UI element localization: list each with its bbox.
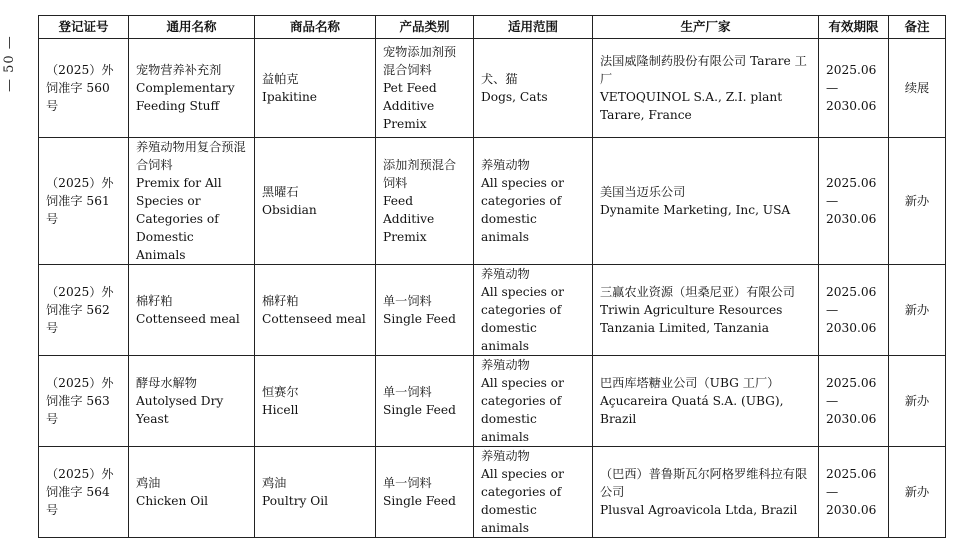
scope-en: All species or categories of domestic animals <box>481 285 564 353</box>
table-row <box>39 447 946 538</box>
manufacturer-en: Triwin Agriculture Resources Tanzania Limited, Tanzania <box>600 303 783 335</box>
manufacturer-zh: 三赢农业资源（坦桑尼亚）有限公司 <box>600 285 795 299</box>
scope-zh: 犬、猫 <box>481 72 518 86</box>
scope-en: Dogs, Cats <box>481 90 548 104</box>
category-zh: 添加剂预混合饲料 <box>383 158 457 190</box>
manufacturer-en: Dynamite Marketing, Inc, USA <box>600 203 791 217</box>
scope-en: All species or categories of domestic animals <box>481 376 564 444</box>
trade-name-en: Hicell <box>262 403 299 417</box>
manufacturer-en: Plusval Agroavicola Ltda, Brazil <box>600 503 798 517</box>
remark-cell: 续展 <box>889 39 946 138</box>
generic-name-cell <box>129 356 255 447</box>
manufacturer-cell <box>593 356 819 447</box>
category-zh: 宠物添加剂预混合饲料 <box>383 45 457 77</box>
remark-cell: 新办 <box>889 265 946 356</box>
validity-start: 2025.06— <box>826 467 877 499</box>
remark-cell: 新办 <box>889 356 946 447</box>
generic-name-en: Complementary Feeding Stuff <box>136 81 235 113</box>
trade-name-zh: 棉籽粕 <box>262 294 299 308</box>
reg-no-cell: （2025）外饲准字 561 号 <box>39 138 129 265</box>
table-row <box>39 39 946 138</box>
category-cell <box>376 447 474 538</box>
trade-name-en: Ipakitine <box>262 90 318 104</box>
scope-zh: 养殖动物 <box>481 158 530 172</box>
trade-name-cell <box>255 356 376 447</box>
validity-end: 2030.06 <box>826 321 877 335</box>
reg-no-cell: （2025）外饲准字 562 号 <box>39 265 129 356</box>
remark-cell: 新办 <box>889 138 946 265</box>
generic-name-en: Premix for All Species or Categories of Domestic Animals <box>136 176 222 262</box>
validity-end: 2030.06 <box>826 212 877 226</box>
header-reg-no: 登记证号 <box>39 16 129 39</box>
validity-end: 2030.06 <box>826 503 877 517</box>
table-header-row <box>39 16 946 39</box>
trade-name-en: Poultry Oil <box>262 494 329 508</box>
trade-name-cell <box>255 39 376 138</box>
generic-name-en: Chicken Oil <box>136 494 209 508</box>
scope-cell <box>474 265 593 356</box>
category-zh: 单一饲料 <box>383 294 432 308</box>
validity-start: 2025.06— <box>826 285 877 317</box>
table-row <box>39 356 946 447</box>
trade-name-en: Obsidian <box>262 203 317 217</box>
generic-name-zh: 宠物营养补充剂 <box>136 63 222 77</box>
header-scope: 适用范围 <box>474 16 593 39</box>
trade-name-zh: 黑曜石 <box>262 185 299 199</box>
category-cell <box>376 265 474 356</box>
manufacturer-cell <box>593 265 819 356</box>
category-en: Single Feed <box>383 403 456 417</box>
validity-start: 2025.06— <box>826 376 877 408</box>
generic-name-en: Autolysed Dry Yeast <box>136 394 224 426</box>
table-row <box>39 265 946 356</box>
generic-name-zh: 棉籽粕 <box>136 294 173 308</box>
scope-cell <box>474 39 593 138</box>
category-en: Single Feed <box>383 494 456 508</box>
generic-name-zh: 鸡油 <box>136 476 161 490</box>
validity-end: 2030.06 <box>826 99 877 113</box>
scope-en: All species or categories of domestic animals <box>481 467 564 535</box>
scope-cell <box>474 138 593 265</box>
generic-name-cell <box>129 39 255 138</box>
header-manufacturer: 生产厂家 <box>593 16 819 39</box>
validity-end: 2030.06 <box>826 412 877 426</box>
trade-name-zh: 益帕克 <box>262 72 299 86</box>
header-trade-name: 商品名称 <box>255 16 376 39</box>
generic-name-zh: 酵母水解物 <box>136 376 197 390</box>
category-en: Pet Feed Additive Premix <box>383 81 437 131</box>
manufacturer-cell <box>593 447 819 538</box>
manufacturer-en: Açucareira Quatá S.A. (UBG), Brazil <box>600 394 784 426</box>
validity-cell <box>819 447 889 538</box>
registration-table <box>38 15 946 538</box>
trade-name-cell <box>255 265 376 356</box>
generic-name-zh: 养殖动物用复合预混合饲料 <box>136 140 246 172</box>
validity-cell <box>819 356 889 447</box>
scope-cell <box>474 447 593 538</box>
header-category: 产品类别 <box>376 16 474 39</box>
scope-zh: 养殖动物 <box>481 449 530 463</box>
validity-start: 2025.06— <box>826 63 877 95</box>
scope-zh: 养殖动物 <box>481 267 530 281</box>
manufacturer-zh: 美国当迈乐公司 <box>600 185 686 199</box>
trade-name-zh: 鸡油 <box>262 476 287 490</box>
manufacturer-zh: （巴西）普鲁斯瓦尔阿格罗维科拉有限公司 <box>600 467 808 499</box>
category-zh: 单一饲料 <box>383 476 432 490</box>
remark-cell: 新办 <box>889 447 946 538</box>
validity-cell <box>819 265 889 356</box>
category-zh: 单一饲料 <box>383 385 432 399</box>
trade-name-en: Cottenseed meal <box>262 312 366 326</box>
validity-cell <box>819 138 889 265</box>
validity-start: 2025.06— <box>826 176 877 208</box>
generic-name-cell <box>129 265 255 356</box>
scope-en: All species or categories of domestic animals <box>481 176 564 244</box>
reg-no-cell: （2025）外饲准字 560 号 <box>39 39 129 138</box>
trade-name-cell <box>255 138 376 265</box>
reg-no-cell: （2025）外饲准字 564 号 <box>39 447 129 538</box>
validity-cell <box>819 39 889 138</box>
category-cell <box>376 138 474 265</box>
category-en: Feed Additive Premix <box>383 194 435 244</box>
trade-name-cell <box>255 447 376 538</box>
header-validity: 有效期限 <box>819 16 889 39</box>
generic-name-cell <box>129 138 255 265</box>
manufacturer-en: VETOQUINOL S.A., Z.I. plant Tarare, France <box>600 90 783 122</box>
generic-name-cell <box>129 447 255 538</box>
table-row <box>39 138 946 265</box>
header-generic-name: 通用名称 <box>129 16 255 39</box>
category-en: Single Feed <box>383 312 456 326</box>
manufacturer-cell <box>593 39 819 138</box>
header-remark: 备注 <box>889 16 946 39</box>
generic-name-en: Cottenseed meal <box>136 312 240 326</box>
reg-no-cell: （2025）外饲准字 563 号 <box>39 356 129 447</box>
page-number: — 50 — <box>2 35 17 93</box>
category-cell <box>376 39 474 138</box>
trade-name-zh: 恒赛尔 <box>262 385 299 399</box>
category-cell <box>376 356 474 447</box>
manufacturer-zh: 巴西库塔糖业公司（UBG 工厂） <box>600 376 780 390</box>
scope-cell <box>474 356 593 447</box>
manufacturer-zh: 法国威隆制药股份有限公司 Tarare 工厂 <box>600 54 807 86</box>
scope-zh: 养殖动物 <box>481 358 530 372</box>
manufacturer-cell <box>593 138 819 265</box>
